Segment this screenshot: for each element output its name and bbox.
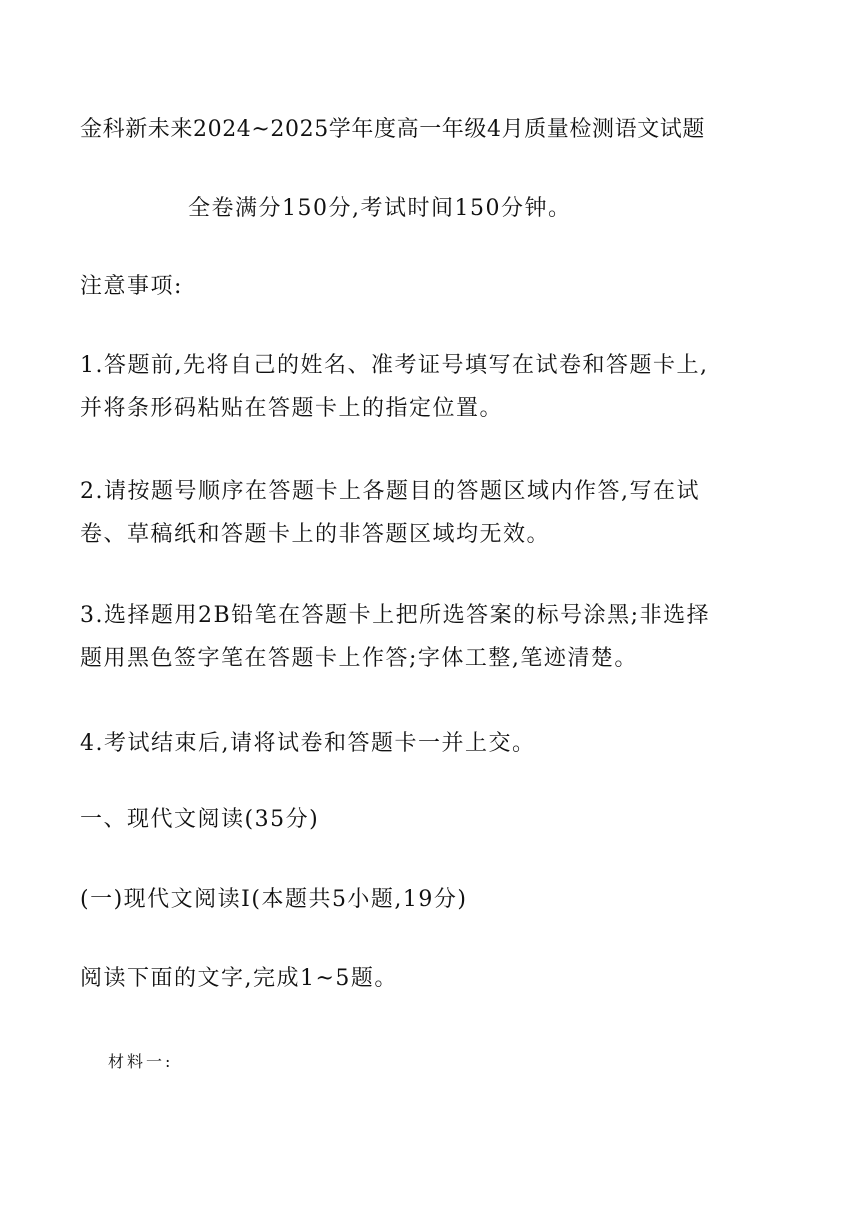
notice-line: 卷、草稿纸和答题卡上的非答题区域均无效。 [80, 522, 551, 547]
reading-instruction: 阅读下面的文字,完成1~5题。 [80, 966, 398, 991]
notice-heading: 注意事项: [80, 274, 183, 299]
material-label: 材料一: [108, 1052, 174, 1071]
notice-line: 3.选择题用2B铅笔在答题卡上把所选答案的标号涂黑;非选择 [80, 603, 711, 628]
notice-line: 并将条形码粘贴在答题卡上的指定位置。 [80, 396, 504, 421]
page-title: 金科新未来2024~2025学年度高一年级4月质量检测语文试题 [80, 117, 706, 142]
notice-item-2 [80, 470, 792, 556]
notice-line: 2.请按题号顺序在答题卡上各题目的答题区域内作答,写在试 [80, 479, 700, 504]
notice-item-1 [80, 344, 792, 430]
notice-line: 题用黑色签字笔在答题卡上作答;字体工整,笔迹清楚。 [80, 646, 638, 671]
notice-line: 1.答题前,先将自己的姓名、准考证号填写在试卷和答题卡上, [80, 353, 709, 378]
notice-item-3 [80, 594, 792, 680]
section-heading: 一、现代文阅读(35分) [80, 807, 320, 832]
exam-info: 全卷满分150分,考试时间150分钟。 [188, 196, 572, 221]
subsection-heading: (一)现代文阅读Ⅰ(本题共5小题,19分) [80, 887, 468, 912]
notice-item-4: 4.考试结束后,请将试卷和答题卡一并上交。 [80, 731, 536, 756]
